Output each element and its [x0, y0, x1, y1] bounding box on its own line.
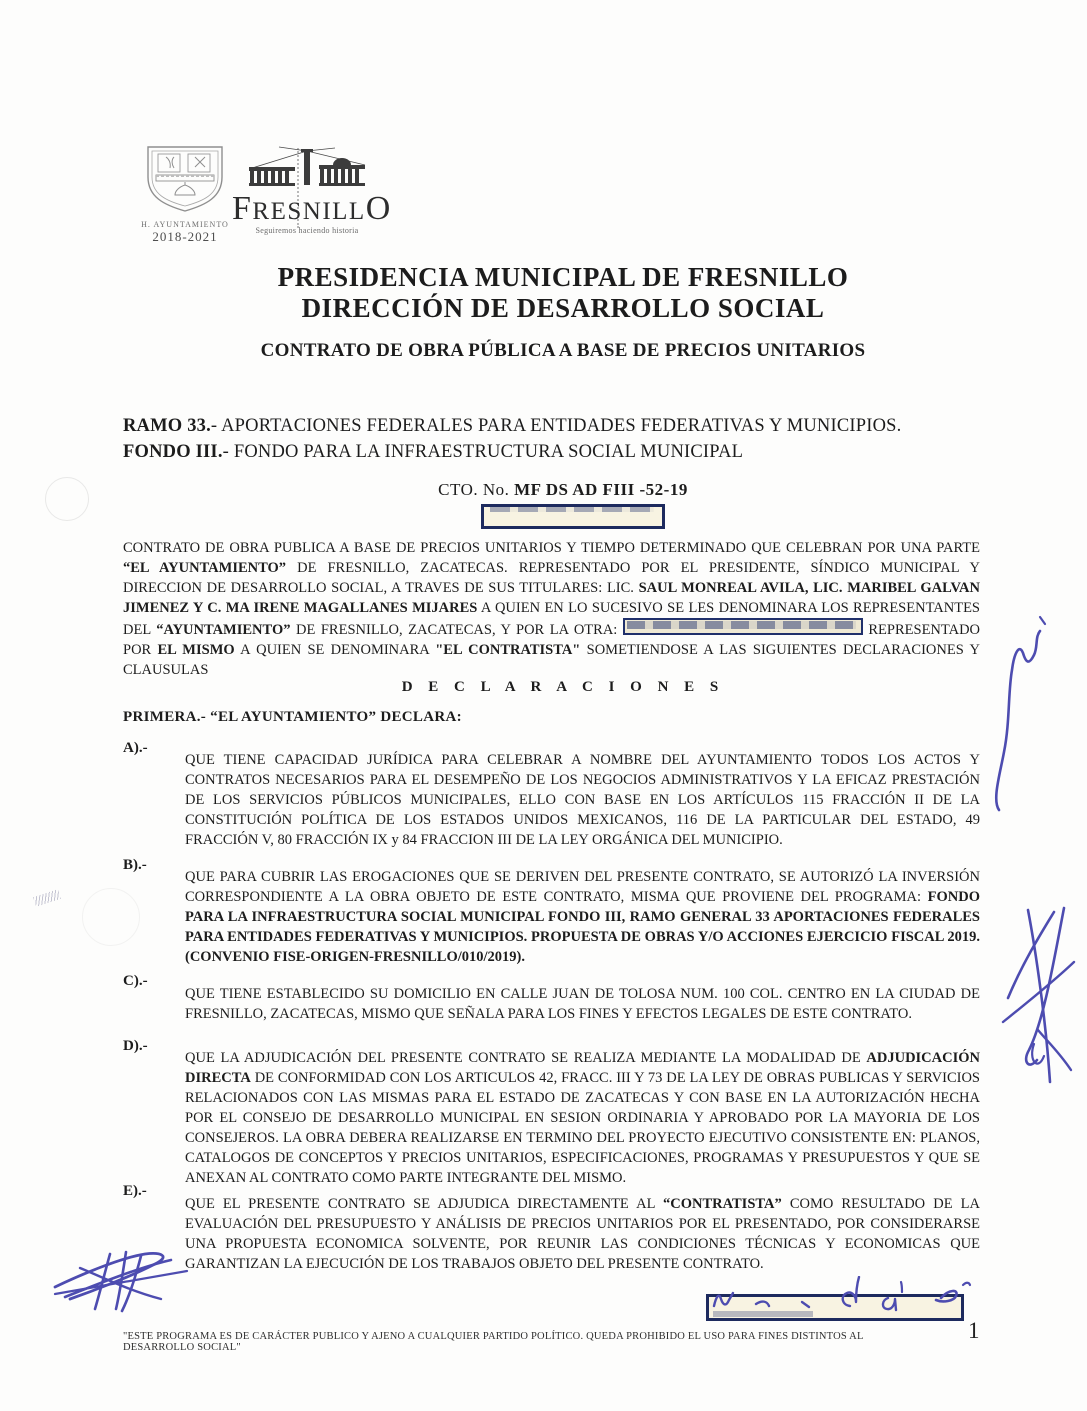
fresnillo-wordmark: FRESNILLO [232, 190, 392, 227]
document-subtitle: CONTRATO DE OBRA PÚBLICA A BASE DE PRECIOS UNITARIOS [260, 340, 866, 361]
fresnillo-logo [232, 145, 392, 235]
redaction-box-inline [623, 618, 863, 635]
pencil-smudge [33, 889, 61, 907]
crest-term-label: 2018-2021 [152, 229, 218, 244]
declaration-label-c: C).- [123, 973, 148, 989]
bottom-right-handwriting [698, 1276, 978, 1318]
intro-paragraph: CONTRATO DE OBRA PUBLICA A BASE DE PRECIOS UNITARIOS Y TIEMPO DETERMINADO QUE CELEBRAN POR UNA PARTE “EL AYUNTAMIENTO” DE FRESNILLO, ZACATECAS. REPRESENTADO POR EL PRESIDENTE, SÍNDICO MUNICIPAL Y DIRECCION DE DESARROLLO SOCIAL, A TRAVES DE SUS TITULARES: LIC. SAUL MONREAL AVILA, LIC. MARIBEL GALVAN JIMENEZ Y C. MA IRENE MAGALLANES MIJARES A QUIEN EN LO SUCESIVO SE LES DENOMINARA LOS REPRESENTANTES DEL “AYUNTAMIENTO” DE FRESNILLO, ZACATECAS, Y POR LA OTRA: REPRESENTADO POR EL MISMO A QUIEN SE DENOMINARA "EL CONTRATISTA" SOMETIENDOSE A LAS SIGUIENTES DECLARACIONES Y CLAUSULAS [123, 540, 981, 678]
monument-skyline-icon [237, 145, 377, 187]
declarations-heading: D E C L A R A C I O N E S [401, 679, 725, 695]
declaration-text-b: QUE PARA CUBRIR LAS EROGACIONES QUE SE DERIVEN DEL PRESENTE CONTRATO, SE AUTORIZÓ LA INVERSIÓN CORRESPONDIENTE A LA OBRA OBJETO DE ESTE CONTRATO, MISMA QUE PROVIENE DEL PROGRAMA: FONDO PARA LA INFRAESTRUCTURA SOCIAL MUNICIPAL FONDO III, RAMO GENERAL 33 APORTACIONES FEDERALES PARA ENTIDADES FEDERATIVAS Y MUNICIPIOS. PROPUESTA DE OBRAS Y/O ACCIONES EJERCICIO FISCAL 2019. (CONVENIO FISE-ORIGEN-FRESNILLO/010/2019). [185, 869, 980, 965]
hole-punch-mark [45, 477, 89, 521]
primera-heading: PRIMERA.- “EL AYUNTAMIENTO” DECLARA: [123, 709, 462, 725]
footer-legend: "ESTE PROGRAMA ES DE CARÁCTER PUBLICO Y AJENO A CUALQUIER PARTIDO POLÍTICO. QUEDA PROHIBIDO EL USO PARA FINES DISTINTOS AL DESARROLLO SOCIAL" [123, 1331, 864, 1353]
declaration-label-e: E).- [123, 1183, 147, 1199]
declaration-text-d: QUE LA ADJUDICACIÓN DEL PRESENTE CONTRATO SE REALIZA MEDIANTE LA MODALIDAD DE ADJUDICACIÓN DIRECTA DE CONFORMIDAD CON LOS ARTICULOS 42, FRACC. III Y 73 DE LA LEY DE OBRAS PUBLICAS Y SERVICIOS RELACIONADOS CON LAS MISMAS PARA EL ESTADO DE ZACATECAS Y CON BASE EN LA AUTORIZACIÓN HECHA POR EL CONSEJO DE DESARROLLO MUNICIPAL EN SESION ORDINARIA Y APROBADO POR LA MAYORIA DE LOS CONSEJEROS. LA OBRA DEBERA REALIZARSE EN TERMINO DEL PROYECTO EJECUTIVO CONSISTENTE EN: PLANOS, CATALOGOS DE CONCEPTOS Y PRECIOS UNITARIOS, ESPECIFICACIONES, PROGRAMAS Y PRESUPUESTOS Y QUE SE ANEXAN AL CONTRATO COMO PARTE INTEGRANTE DEL MISMO. [185, 1050, 980, 1186]
declaration-label-d: D).- [123, 1038, 148, 1054]
redaction-box-contract [481, 504, 665, 529]
declaration-label-a: A).- [123, 740, 148, 756]
document-title [123, 262, 1003, 324]
title-line-1: PRESIDENCIA MUNICIPAL DE FRESNILLO [277, 262, 849, 292]
declaration-text-c: QUE TIENE ESTABLECIDO SU DOMICILIO EN CALLE JUAN DE TOLOSA NUM. 100 COL. CENTRO EN LA CIUDAD DE FRESNILLO, ZACATECAS, MISMO QUE SEÑALA PARA LOS FINES Y EFECTOS LEGALES DE ESTE CONTRATO. [185, 986, 980, 1022]
bottom-left-signature [50, 1246, 195, 1318]
fresnillo-tagline: Seguiremos haciendo historia [255, 226, 359, 235]
crest-organization-label: H. AYUNTAMIENTO [141, 220, 229, 229]
margin-signature-upper [985, 612, 1047, 818]
margin-signature-lower [998, 900, 1080, 1090]
page-number: 1 [968, 1318, 980, 1343]
declaration-label-b: B).- [123, 857, 147, 873]
program-line-fondo: FONDO III.- FONDO PARA LA INFRAESTRUCTURA SOCIAL MUNICIPAL [123, 442, 744, 462]
hole-punch-mark [82, 888, 140, 946]
program-line-ramo: RAMO 33.- APORTACIONES FEDERALES PARA ENTIDADES FEDERATIVAS Y MUNICIPIOS. [123, 416, 902, 436]
declaration-text-e: QUE EL PRESENTE CONTRATO SE ADJUDICA DIRECTAMENTE AL “CONTRATISTA” COMO RESULTADO DE LA EVALUACIÓN DEL PRESUPUESTO Y ANÁLISIS DE PRECIOS UNITARIOS POR EL PRESENTADO, POR CONSIDERARSE UNA PROPUESTA ECONOMICA SOLVENTE, POR REUNIR LAS CONDICIONES TÉCNICAS Y ECONOMICAS QUE GARANTIZAN LA EJECUCIÓN DE LOS TRABAJOS OBJETO DEL PRESENTE CONTRATO. [185, 1196, 980, 1272]
crest-shield-icon [140, 143, 230, 213]
contract-number: CTO. No. MF DS AD FIII -52-19 [438, 480, 688, 499]
municipal-crest [137, 143, 233, 245]
program-heading [123, 413, 1003, 465]
declaration-text-a: QUE TIENE CAPACIDAD JURÍDICA PARA CELEBRAR A NOMBRE DEL AYUNTAMIENTO TODOS LOS ACTOS Y CONTRATOS NECESARIOS PARA EL DESEMPEÑO DE LOS NEGOCIOS ADMINISTRATIVOS Y LA EFICAZ PRESTACIÓN DE LOS SERVICIOS PÚBLICOS MUNICIPALES, ELLO CON BASE EN LOS ARTÍCULOS 115 FRACCIÓN II DE LA CONSTITUCIÓN POLÍTICA DE LOS ESTADOS UNIDOS MEXICANOS, 116 DE LA PARTICULAR DEL ESTADO, 49 FRACCIÓN V, 80 FRACCIÓN IX y 84 FRACCION III DE LA LEY ORGÁNICA DEL MUNICIPIO. [185, 752, 980, 848]
title-line-2: DIRECCIÓN DE DESARROLLO SOCIAL [301, 293, 825, 323]
